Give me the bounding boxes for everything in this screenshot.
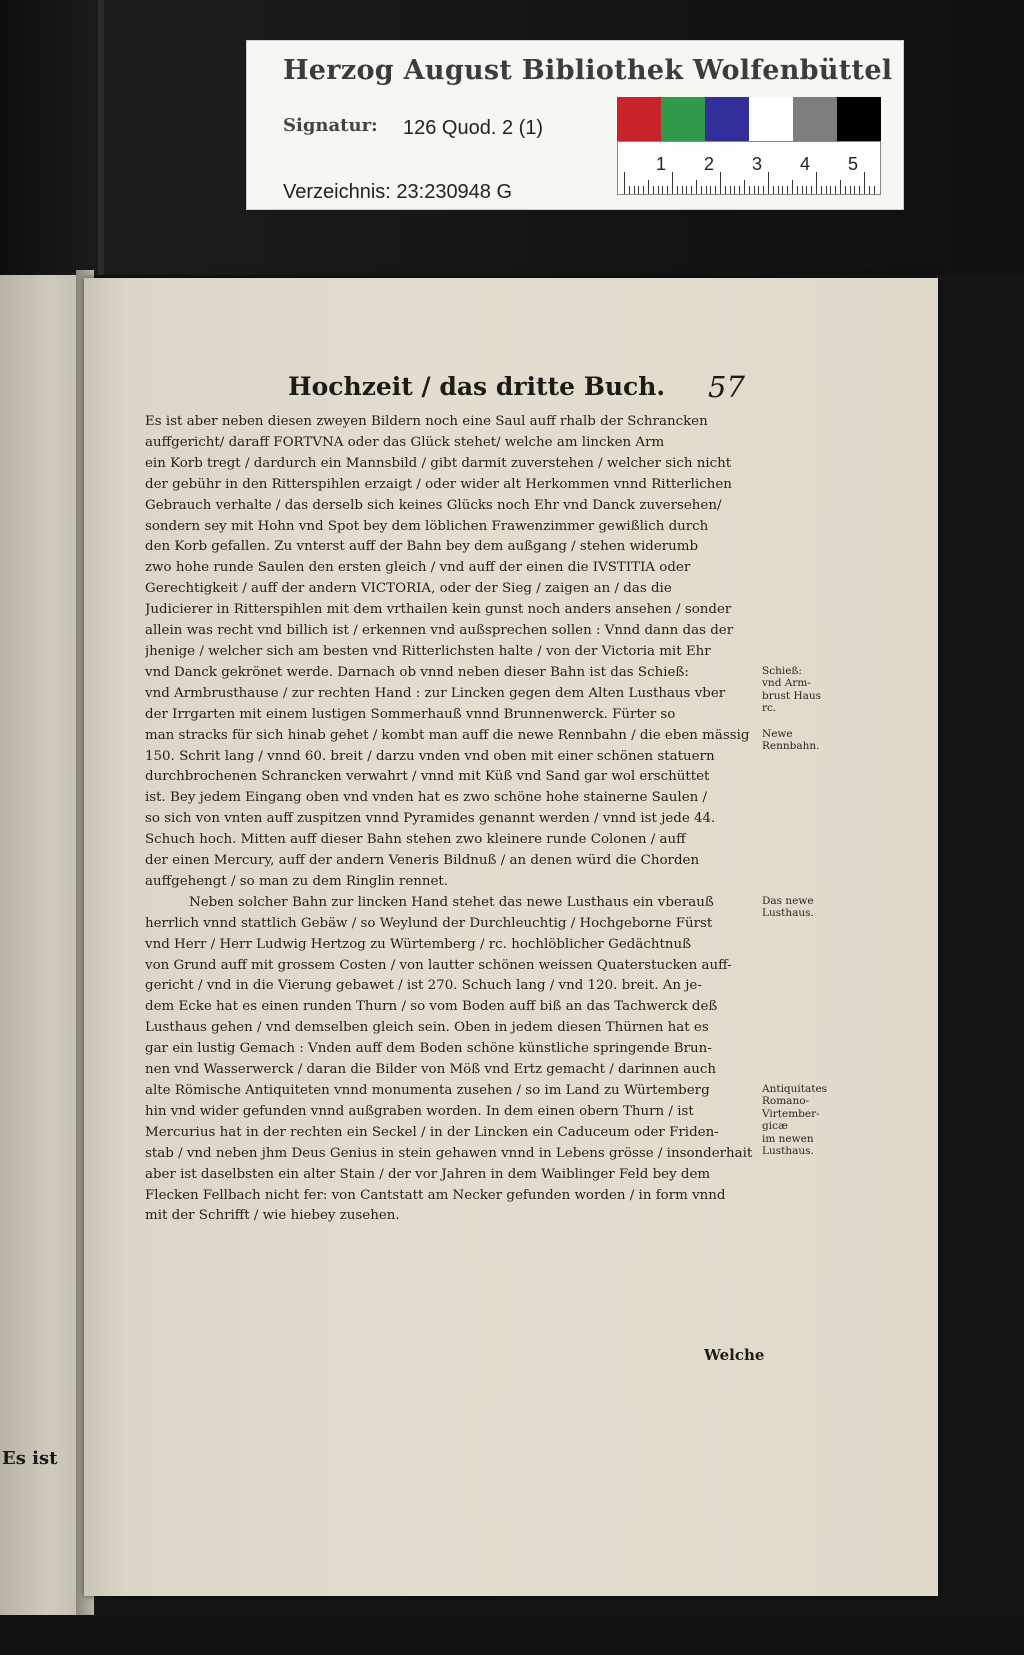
ruler-tick xyxy=(638,186,639,194)
ruler-tick xyxy=(864,172,865,194)
color-swatch xyxy=(793,97,837,141)
color-swatch xyxy=(661,97,705,141)
ruler-tick xyxy=(830,186,831,194)
text-line: vnd Armbrusthause / zur rechten Hand : zur Lincken gegen dem Alten Lusthaus vber xyxy=(145,685,726,701)
ruler-tick xyxy=(701,186,702,194)
ruler-tick xyxy=(749,186,750,194)
ruler-tick xyxy=(667,186,668,194)
left-page-edge xyxy=(0,275,84,1615)
ruler-tick xyxy=(739,186,740,194)
margin-note xyxy=(762,665,834,715)
margin-note-line: Newe xyxy=(762,727,793,740)
ruler-tick xyxy=(811,186,812,194)
ruler-tick xyxy=(624,172,625,194)
ruler-tick xyxy=(744,180,745,194)
text-line: Flecken Fellbach nicht fer: von Cantstatt am Necker gefunden worden / in form vnnd xyxy=(145,1187,726,1203)
ruler-tick xyxy=(629,186,630,194)
ruler-tick xyxy=(792,180,793,194)
margin-note xyxy=(762,1083,834,1158)
text-line: gericht / vnd in die Vierung gebawet / ist 270. Schuch lang / vnd 120. breit. An je- xyxy=(145,978,702,994)
catalogue-number: Verzeichnis: 23:230948 G xyxy=(283,181,513,203)
ruler-tick xyxy=(706,186,707,194)
text-line: Gerechtigkeit / auff der andern VICTORIA, oder der Sieg / zaigen an / das die xyxy=(145,581,672,597)
ruler-tick xyxy=(835,186,836,194)
ruler-tick xyxy=(787,186,788,194)
left-page-catchword: Es ist xyxy=(2,1448,58,1469)
text-line: man stracks für sich hinab gehet / kombt man auff die newe Rennbahn / die eben mässig xyxy=(145,727,750,743)
ruler-tick xyxy=(758,186,759,194)
text-line: dem Ecke hat es einen runden Thurn / so vom Boden auff biß an das Tachwerck deß xyxy=(145,999,718,1015)
text-line: Neben solcher Bahn zur lincken Hand stehet das newe Lusthaus ein vberauß xyxy=(189,894,714,910)
text-line: auffgericht/ daraff FORTVNA oder das Glück stehet/ welche am lincken Arm xyxy=(145,434,665,450)
ruler-tick xyxy=(845,186,846,194)
text-line: zwo hohe runde Saulen den ersten gleich / vnd auff der einen die IVSTITIA oder xyxy=(145,560,691,576)
ruler-tick xyxy=(634,186,635,194)
text-line: den Korb gefallen. Zu vnterst auff der Bahn bey dem außgang / stehen widerumb xyxy=(145,539,699,555)
margin-note-line: gicæ xyxy=(762,1120,788,1133)
catchword: Welche xyxy=(704,1346,765,1364)
ruler-tick xyxy=(840,180,841,194)
ruler-number: 2 xyxy=(704,154,715,174)
margin-note xyxy=(762,895,834,920)
text-line: der gebühr in den Ritterspihlen erzaigt / oder wider alt Herkommen vnnd Ritterlichen xyxy=(145,476,732,492)
text-line: Lusthaus gehen / vnd demselben gleich sein. Oben in jedem diesen Thürnen hat es xyxy=(145,1020,709,1036)
text-line: aber ist daselbsten ein alter Stain / der vor Jahren in dem Waiblinger Feld bey dem xyxy=(145,1166,711,1182)
ruler-tick xyxy=(869,186,870,194)
ruler-tick xyxy=(686,186,687,194)
margin-note-line: Lusthaus. xyxy=(762,907,814,920)
ruler-tick xyxy=(778,186,779,194)
ruler-tick xyxy=(806,186,807,194)
ruler-tick xyxy=(720,172,721,194)
margin-note-line: rc. xyxy=(762,702,777,715)
ruler-tick xyxy=(826,186,827,194)
body-text xyxy=(145,412,760,1227)
text-line: Judicierer in Ritterspihlen mit dem vrthailen kein gunst noch anders ansehen / sonder xyxy=(145,602,732,618)
text-line: so sich von vnten auff zuspitzen vnnd Pyramides genannt werden / vnnd ist jede 44. xyxy=(145,811,716,827)
text-line: 150. Schrit lang / vnnd 60. breit / darzu vnden vnd oben mit einer schönen statuern xyxy=(145,748,715,764)
ruler-tick xyxy=(658,186,659,194)
book-spine-edge xyxy=(98,0,104,275)
text-line: der Irrgarten mit einem lustigen Sommerhauß vnnd Brunnenwerck. Fürter so xyxy=(145,706,676,722)
ruler-number: 1 xyxy=(656,154,667,174)
ruler-tick xyxy=(696,180,697,194)
ruler-tick xyxy=(797,186,798,194)
margin-note-line: Rennbahn. xyxy=(762,740,820,752)
text-line: gar ein lustig Gemach : Vnden auff dem Boden schöne künstliche springende Brun- xyxy=(145,1041,712,1057)
color-swatch xyxy=(749,97,793,141)
text-line: stab / vnd neben jhm Deus Genius in stein gehawen vnnd in Lebens grösse / insonderhait xyxy=(145,1145,753,1161)
ruler-number: 4 xyxy=(800,154,811,174)
margin-note-line: Das newe xyxy=(762,894,814,907)
page-number: 57 xyxy=(708,370,745,404)
text-line: durchbrochenen Schrancken verwahrt / vnnd mit Küß vnd Sand gar wol erschüttet xyxy=(145,769,710,785)
measurement-ruler xyxy=(617,141,881,195)
text-line: Gebrauch verhalte / das derselb sich keines Glücks noch Ehr vnd Danck zuversehen/ xyxy=(145,497,722,513)
text-line: mit der Schrifft / wie hiebey zusehen. xyxy=(145,1208,400,1224)
ruler-tick xyxy=(773,186,774,194)
ruler-tick xyxy=(859,186,860,194)
margin-note-line: Lusthaus. xyxy=(762,1145,814,1158)
ruler-tick xyxy=(643,186,644,194)
ruler-tick xyxy=(763,186,764,194)
ruler-tick xyxy=(874,186,875,194)
ruler-tick xyxy=(710,186,711,194)
ruler-tick xyxy=(730,186,731,194)
color-swatch xyxy=(617,97,661,141)
text-line: jhenige / welcher sich am besten vnd Ritterlichsten halte / von der Victoria mit Ehr xyxy=(145,643,711,659)
margin-note-line: Schieß: xyxy=(762,664,802,677)
ruler-tick xyxy=(782,186,783,194)
text-line: vnd Herr / Herr Ludwig Hertzog zu Würtemberg / rc. hochlöblicher Gedächtnuß xyxy=(145,936,692,952)
color-swatch xyxy=(705,97,749,141)
ruler-number: 5 xyxy=(848,154,859,174)
ruler-tick xyxy=(816,172,817,194)
text-line: auffgehengt / so man zu dem Ringlin rennet. xyxy=(145,873,449,889)
running-head: Hochzeit / das dritte Buch. xyxy=(288,372,666,401)
text-line: Mercurius hat in der rechten ein Seckel / in der Lincken ein Caduceum oder Friden- xyxy=(145,1124,719,1140)
margin-note-line: im newen xyxy=(762,1132,814,1145)
text-line: allein was recht vnd billich ist / erkennen vnd außsprechen sollen : Vnnd dann das der xyxy=(145,623,734,639)
ruler-tick xyxy=(850,186,851,194)
library-label xyxy=(246,40,904,210)
ruler-tick xyxy=(672,172,673,194)
ruler-tick xyxy=(662,186,663,194)
ruler-tick xyxy=(682,186,683,194)
ruler-tick xyxy=(648,180,649,194)
text-line: sondern sey mit Hohn vnd Spot bey dem löblichen Frawenzimmer gewißlich durch xyxy=(145,518,709,534)
ruler-tick xyxy=(768,172,769,194)
text-line: Es ist aber neben diesen zweyen Bildern noch eine Saul auff rhalb der Schrancken xyxy=(145,414,708,429)
ruler-tick xyxy=(725,186,726,194)
text-line: Schuch hoch. Mitten auff dieser Bahn stehen zwo kleinere runde Colonen / auff xyxy=(145,832,686,848)
ruler-tick xyxy=(677,186,678,194)
text-line: alte Römische Antiquiteten vnnd monumenta zusehen / so im Land zu Würtemberg xyxy=(145,1083,710,1098)
text-line: herrlich vnnd stattlich Gebäw / so Weylund der Durchleuchtig / Hochgeborne Fürst xyxy=(145,915,713,931)
text-line: der einen Mercury, auff der andern Veneris Bildnuß / an denen würd die Chorden xyxy=(145,853,700,869)
ruler-tick xyxy=(802,186,803,194)
text-line: von Grund auff mit grossem Costen / von lautter schönen weissen Quaterstucken auff- xyxy=(145,957,732,973)
signature-value: 126 Quod. 2 (1) xyxy=(403,117,544,139)
color-swatch xyxy=(837,97,881,141)
ruler-tick xyxy=(754,186,755,194)
text-line: vnd Danck gekrönet werde. Darnach ob vnnd neben dieser Bahn ist das Schieß: xyxy=(145,664,689,680)
text-line: ist. Bey jedem Eingang oben vnd vnden hat es zwo schöne hohe stainerne Saulen / xyxy=(145,790,708,806)
text-line: nen vnd Wasserwerck / daran die Bilder von Möß vnd Ertz gemacht / darinnen auch xyxy=(145,1062,717,1078)
ruler-tick xyxy=(715,186,716,194)
text-line: hin vnd wider gefunden vnnd außgraben worden. In dem einen obern Thurn / ist xyxy=(145,1103,694,1119)
text-line: ein Korb tregt / dardurch ein Mannsbild / gibt darmit zuverstehen / welcher sich nicht xyxy=(145,455,732,471)
ruler-tick xyxy=(691,186,692,194)
scan-bottom-background xyxy=(0,1615,1024,1655)
ruler-tick xyxy=(734,186,735,194)
margin-note-line: vnd Arm- xyxy=(762,677,811,690)
margin-note-line: Romano- xyxy=(762,1095,810,1108)
ruler-tick xyxy=(854,186,855,194)
margin-note-line: brust Haus xyxy=(762,689,822,702)
margin-note xyxy=(762,728,834,753)
library-name: Herzog August Bibliothek Wolfenbüttel xyxy=(283,55,893,86)
margin-note-line: Virtember- xyxy=(762,1107,820,1120)
signature-caption: Signatur: xyxy=(283,115,378,136)
ruler-number: 3 xyxy=(752,154,763,174)
color-calibration-swatches xyxy=(617,97,881,141)
margin-note-line: Antiquitates xyxy=(762,1082,828,1095)
ruler-tick xyxy=(653,186,654,194)
ruler-tick xyxy=(821,186,822,194)
